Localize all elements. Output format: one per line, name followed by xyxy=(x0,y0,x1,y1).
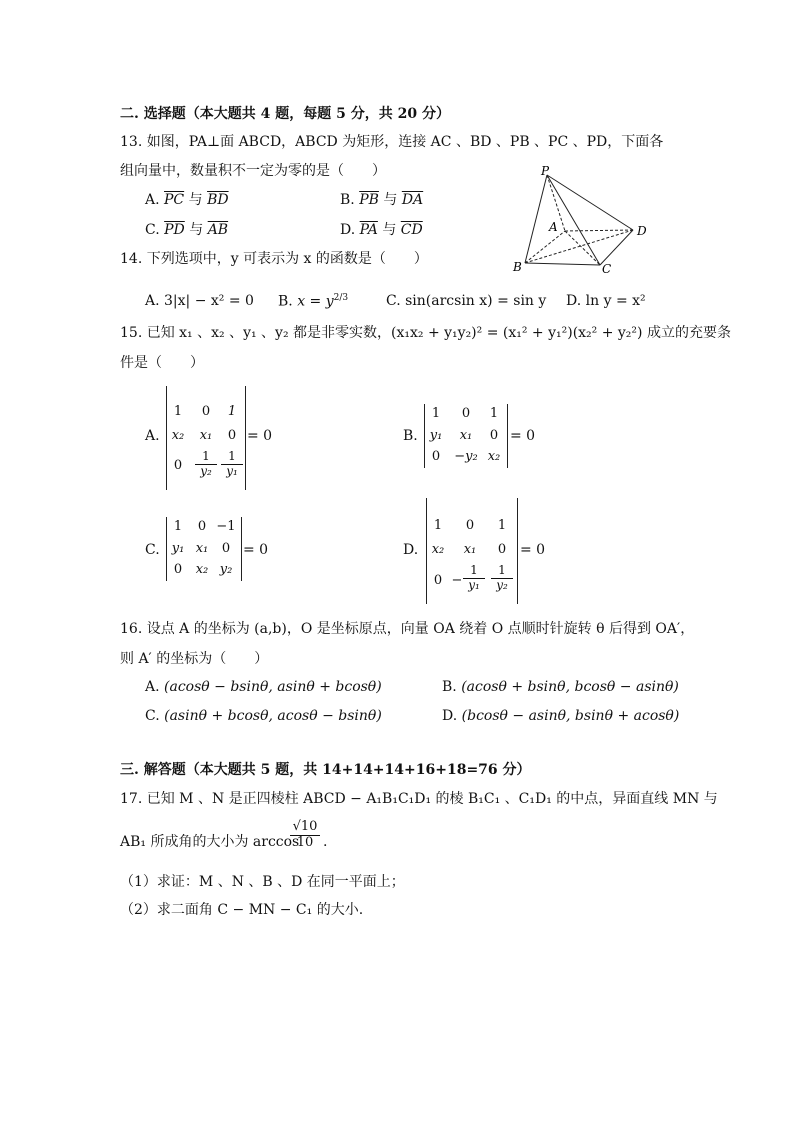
joiner: 与 xyxy=(188,192,203,208)
q14-stem: 14. 下列选项中，y 可表示为 x 的函数是（ ） xyxy=(120,251,428,267)
q17-period: . xyxy=(323,834,328,850)
q15-option-c-determinant xyxy=(166,517,242,581)
option-letter: C. xyxy=(145,222,160,238)
label-c: C xyxy=(602,262,612,275)
det-cell: x₂ xyxy=(487,449,501,464)
det-fraction xyxy=(463,564,485,593)
det-cell: −y₂ xyxy=(454,449,478,464)
det-cell: 1 xyxy=(227,404,237,419)
section-2-heading: 二. 选择题（本大题共 4 题，每题 5 分，共 20 分） xyxy=(120,106,450,122)
q16-option-b xyxy=(442,679,679,696)
joiner: 与 xyxy=(189,222,204,238)
label-d: D xyxy=(637,224,647,238)
option-text: 3|x| − x² = 0 xyxy=(164,293,254,309)
det-cell: x₁ xyxy=(199,428,213,443)
vector: $\overline{PD}$ xyxy=(164,222,185,238)
fraction-numerator: 1 xyxy=(491,564,513,579)
vector: $\overline{PC}$ xyxy=(164,192,185,208)
det-cell: 0 xyxy=(489,428,499,443)
det-fraction xyxy=(195,450,217,479)
det-cell: x₂ xyxy=(195,562,209,577)
option-letter: B. xyxy=(278,293,293,310)
option-letter: C. xyxy=(145,708,160,724)
option-exponent: 2/3 xyxy=(333,293,349,303)
det-cell: x₂ xyxy=(431,542,445,557)
option-text: (asinθ + bcosθ, acosθ − bsinθ) xyxy=(164,708,382,724)
det-cell: 0 xyxy=(173,458,183,473)
q14-option-c xyxy=(386,293,546,310)
vector: $\overline{BD}$ xyxy=(207,192,229,208)
q17-stem-line2 xyxy=(120,834,299,851)
det-cell: 0 xyxy=(197,519,207,534)
q15-option-d-letter: D. xyxy=(403,542,419,558)
q17-sub2: （2）求二面角 C − MN − C₁ 的大小. xyxy=(120,902,364,918)
q15-option-b-letter: B. xyxy=(403,428,418,444)
q17-text: AB₁ 所成角的大小为 arccos xyxy=(120,834,300,850)
q16-option-d xyxy=(442,708,679,725)
q15-option-c-letter: C. xyxy=(145,542,160,558)
q15-option-b-determinant xyxy=(424,404,508,468)
option-text: (acosθ + bsinθ, bcosθ − asinθ) xyxy=(461,679,679,695)
det-cell: 1 xyxy=(173,404,183,419)
joiner: 与 xyxy=(382,222,397,238)
det-cell: 0 xyxy=(461,406,471,421)
q13-stem-line2: 组向量中，数量积不一定为零的是（ ） xyxy=(120,163,386,179)
option-letter: B. xyxy=(442,679,457,695)
det-cell: x₁ xyxy=(463,542,477,557)
vector: $\overline{AB}$ xyxy=(207,222,229,238)
option-letter: D. xyxy=(340,222,356,238)
det-cell: 1 xyxy=(489,406,499,421)
option-text: ln y = x² xyxy=(585,293,646,309)
label-b: B xyxy=(513,260,522,274)
option-text: x = y xyxy=(297,293,334,310)
equals-zero: = 0 xyxy=(510,428,536,444)
q15-stem-line2: 件是（ ） xyxy=(120,355,204,371)
det-cell: x₁ xyxy=(195,541,209,556)
option-letter: C. xyxy=(386,293,401,309)
q15-option-d-determinant xyxy=(426,498,518,604)
det-cell: 0 xyxy=(173,562,183,577)
label-a: A xyxy=(549,220,558,234)
option-text: (bcosθ − asinθ, bsinθ + acosθ) xyxy=(461,708,680,724)
q17-fraction xyxy=(290,820,320,851)
fraction-numerator: √10 xyxy=(290,820,320,836)
pyramid-figure xyxy=(505,165,655,275)
option-text: (acosθ − bsinθ, asinθ + bcosθ) xyxy=(164,679,382,695)
fraction-numerator: 1 xyxy=(463,564,485,579)
fraction-denominator: y₁ xyxy=(468,577,480,592)
joiner: 与 xyxy=(383,192,398,208)
det-cell: y₁ xyxy=(429,428,443,443)
q14-option-b xyxy=(278,293,348,310)
vector: $\overline{PB}$ xyxy=(359,192,379,208)
option-letter: D. xyxy=(566,293,582,309)
det-cell: 0 xyxy=(465,518,475,533)
q16-stem-line2: 则 A′ 的坐标为（ ） xyxy=(120,651,269,667)
vector: $\overline{DA}$ xyxy=(401,192,424,208)
fraction-denominator: 10 xyxy=(296,834,314,850)
option-text: sin(arcsin x) = sin y xyxy=(405,293,547,309)
det-cell: y₂ xyxy=(219,562,233,577)
det-cell: x₂ xyxy=(171,428,185,443)
equals-zero: = 0 xyxy=(520,542,546,558)
label-p: P xyxy=(541,165,550,178)
det-cell: 0 xyxy=(497,542,507,557)
fraction-numerator: 1 xyxy=(195,450,217,465)
vector: $\overline{PA}$ xyxy=(359,222,378,238)
det-cell: 1 xyxy=(431,406,441,421)
det-cell: −1 xyxy=(216,519,236,534)
det-cell: 1 xyxy=(497,518,507,533)
q15-option-a-determinant xyxy=(166,386,246,490)
q16-option-a xyxy=(145,679,382,696)
det-cell: 0 xyxy=(431,449,441,464)
det-cell: 1 xyxy=(433,518,443,533)
fraction-denominator: y₂ xyxy=(496,577,508,592)
det-fraction xyxy=(221,450,243,479)
det-fraction xyxy=(491,564,513,593)
option-letter: A. xyxy=(145,192,160,208)
det-cell: y₁ xyxy=(171,541,185,556)
section-3-heading: 三. 解答题（本大题共 5 题，共 14+14+14+16+18=76 分） xyxy=(120,762,531,778)
equals-zero: = 0 xyxy=(247,428,273,444)
q16-option-c xyxy=(145,708,382,725)
det-cell: 1 xyxy=(173,519,183,534)
q13-option-b xyxy=(340,192,423,209)
q14-option-a xyxy=(145,293,254,310)
fraction-sign: − xyxy=(451,573,463,588)
option-letter: A. xyxy=(145,293,160,309)
fraction-denominator: y₁ xyxy=(226,463,238,478)
q15-option-a-letter: A. xyxy=(145,428,160,444)
det-cell: 0 xyxy=(201,404,211,419)
q15-stem-line1: 15. 已知 x₁ 、x₂ 、y₁ 、y₂ 都是非零实数，(x₁x₂ + y₁y₂)² = (x₁² + y₁²)(x₂² + y₂²) 成立的充要条 xyxy=(120,325,731,341)
q16-stem-line1: 16. 设点 A 的坐标为 (a,b)，O 是坐标原点，向量 OA 绕着 O 点顺时针旋转 θ 后得到 OA′， xyxy=(120,621,695,637)
det-cell: 0 xyxy=(433,573,443,588)
option-letter: B. xyxy=(340,192,355,208)
equals-zero: = 0 xyxy=(243,542,269,558)
q13-option-d xyxy=(340,222,423,239)
fraction-denominator: y₂ xyxy=(200,463,212,478)
q13-option-a xyxy=(145,192,229,209)
det-cell: 0 xyxy=(227,428,237,443)
q17-stem-line1: 17. 已知 M 、N 是正四棱柱 ABCD − A₁B₁C₁D₁ 的棱 B₁C₁ 、C₁D₁ 的中点，异面直线 MN 与 xyxy=(120,791,718,807)
q14-option-d xyxy=(566,293,646,310)
fraction-numerator: 1 xyxy=(221,450,243,465)
vector: $\overline{CD}$ xyxy=(400,222,423,238)
det-cell: x₁ xyxy=(459,428,473,443)
q13-stem-line1: 13. 如图，PA⊥面 ABCD，ABCD 为矩形，连接 AC 、BD 、PB 、PC 、PD，下面各 xyxy=(120,134,664,150)
option-letter: D. xyxy=(442,708,458,724)
option-letter: A. xyxy=(145,679,160,695)
q17-sub1: （1）求证：M 、N 、B 、D 在同一平面上； xyxy=(120,874,405,890)
det-cell: 0 xyxy=(221,541,231,556)
q13-option-c xyxy=(145,222,228,239)
